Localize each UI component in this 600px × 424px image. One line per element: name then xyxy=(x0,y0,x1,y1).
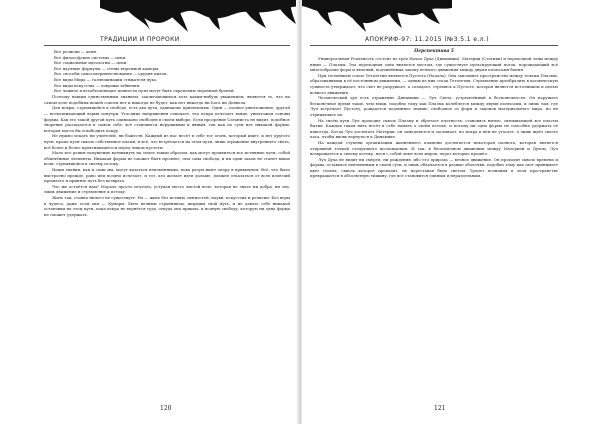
paragraph: На каждой ступени организации жизненного пламени достигается некоторая полнота, которая является отправной точкой следующего восхождения. И так, в бесконечном движении между Материей и Духом, Луч возвращается к своему истоку, неся с собой опыт всех миров, через которые прошёл. xyxy=(310,139,558,157)
right-page xyxy=(302,0,600,424)
left-page xyxy=(0,0,298,424)
verse-line: Все социальные идеологии — цепи. xyxy=(54,60,128,66)
page-number-right: 121 xyxy=(434,405,446,412)
paragraph: Поэтому нашим единственным знанием, заключающимся хоть каким-нибудь уважением, является то, что на самом деле подобных вещей совсем нет и никогда не будет, как нет никогда ни Бога ни Дьявола. xyxy=(44,94,290,105)
verse-line: Все философские системы — цепи. xyxy=(54,54,127,60)
paragraph: При теснейшем союзе Тетатетии являются Пустота (Начала). Она заполняет пространство между телами Плазмы, образованными в её постоянном движении, — одним из них стала Тетатетия. Стремление преобразить в космическую сущность утверждает, что свет не разрушает, а созидает, стремясь к Пустоте, которая является источником и целью всякого движения. xyxy=(310,72,558,95)
paragraph: Универсальная Реальность состоит из трёх Начал Духа (Динамики), Материи (Статики) и переходной зоны между ними — Плазмы. Эта переходная зона является местом, где существует пульсирующий поток, порождающий всё многообразие форм и явлений, подчинённых закону вечного движения между двумя полюсами бытия. xyxy=(310,56,558,73)
running-head-right: АПОКРИФ-97: 11.2015 (№3.5.1 е.л.) xyxy=(365,36,489,43)
tribal-ornament-left xyxy=(100,0,298,34)
tribal-ornament-right xyxy=(302,0,452,34)
paragraph: Человеческий дух есть отражение Динамики — Луч Света, устремлённый к бесконечности. Он нарушает бесконечное время чаще, чем вещи, подобно тому как Плазма колеблется между двумя полюсами, и лишь там, где Луч встречает Пустоту, рождается подлинное знание, свободное от форм и законов материального мира, но не отрицающее их. xyxy=(310,95,558,117)
section-title: Перспектива 5 xyxy=(414,49,454,54)
left-body-text xyxy=(44,49,290,217)
paragraph: Для искры, стремящейся к свободе, есть два пути, одинаково приемлемых. Один — полное уничтожение, другой — всевозникающий взрыв изнутри. Угасание напряжения означает, что искра исчезает вовне, уничтожая основы формы. Как его такой другой путь одинаково свободен в своём выборе. Если прозрение Сатаниста не видит, подобное творение распадается в самом себе, всё становится нерушимым и явным, так как по сути нет никакой формы, которая могла бы освободить искру. xyxy=(44,105,290,133)
paragraph: Луч Духа не видит ни смерти, ни рождения, ибо его природа — вечное движение. Он проходит сквозь времена и формы, оставаясь неизменным в своей сути, и лишь облачается в разные оболочки, подобно тому как свет принимает цвет стекла, сквозь которое проходит, не переставая быть светом. Трепет познания в этом пространстве превращается в абсолютную тишину, где всё становится единым и нераздельным. xyxy=(310,156,558,179)
running-head-left: ТРАДИЦИИ И ПРОРОКИ xyxy=(100,36,180,43)
verse-line: Все ложное и всеобъемлющее ценности пути могут быть скреплены тюремной броней. xyxy=(54,88,235,94)
header-rule-right xyxy=(310,45,558,46)
verse-block xyxy=(44,49,290,94)
verse-line: Все способы самосовершенствования — орудия пыток. xyxy=(54,71,168,77)
paragraph: Не нужно искать ни учителей, ни божеств. Каждый из нас несёт в себе тот огонь, который ищет, и нет другого пути, кроме пути сквозь собственное пламя, и всё, что встречается на этом пути, лишь отражение внутреннего света, всё более и более проясняющегося перед лицом пустоты. xyxy=(44,133,290,150)
verse-line: Все виды искусства — ловушки забвения. xyxy=(54,82,141,88)
paragraph: Мало кто решит искушение возникнуть на земле таким образом, как могут проявиться все истинные пути, собой обличённые элементы. Никакая форма не сможет быть прочнее, чем сама свобода, и ни один закон не станет выше воли, стремящейся к своему истоку. xyxy=(44,150,290,167)
paragraph: Наши знания, как и сами мы, могут казаться неизменными, пока разум ищет опору в привычном. Всё, что было выстроено прежде, рано или поздно исчезает, и тот, кто желает идти дальше, должен отказаться от всех иллюзий прошлого и принять путь без возврата. xyxy=(44,166,290,184)
verse-line: Все виды Мира — галлюцинации стяжателя духа. xyxy=(54,76,158,82)
right-body-text xyxy=(310,49,558,179)
header-rule-left xyxy=(44,45,290,46)
verse-line: Все научные формулы — стены тюремной камеры. xyxy=(54,65,160,71)
verse-line: Все религии — цепи. xyxy=(54,49,98,54)
paragraph: На своём пути Луч проходит сквозь Плазму и обретает плотность, становясь нитью, связывающей все пласты бытия. Каждая такая нить несёт в себе память о своём истоке, и потому ни одна форма не способна удержать её навсегда. Когда Луч достигает Материи, он замедляется и застывает, но искра в нём не угасает, а лишь ждёт своего часа, чтобы вновь вернуться к Динамике. xyxy=(310,117,558,140)
paragraph: Что же остаётся нам? Мораль просто исчезла, уступая место чистой воле, которая не знает ни добра, ни зла, лишь движение и стремление к истоку. xyxy=(44,183,290,195)
page-number-left: 120 xyxy=(160,405,172,412)
paragraph: Жить так, словно ничего не существует. Но — жить без истины, ценностей, науки, искусства и религии. Без веры в чудеса, даже если они — Кумары. Быть вечным странником, ищущим свой путь, и не давать себе никакой остановки на этом пути, пока искра не вернётся туда, откуда она пришла, в полную свободу, которую ни одна форма не сможет удержать. xyxy=(44,194,290,217)
